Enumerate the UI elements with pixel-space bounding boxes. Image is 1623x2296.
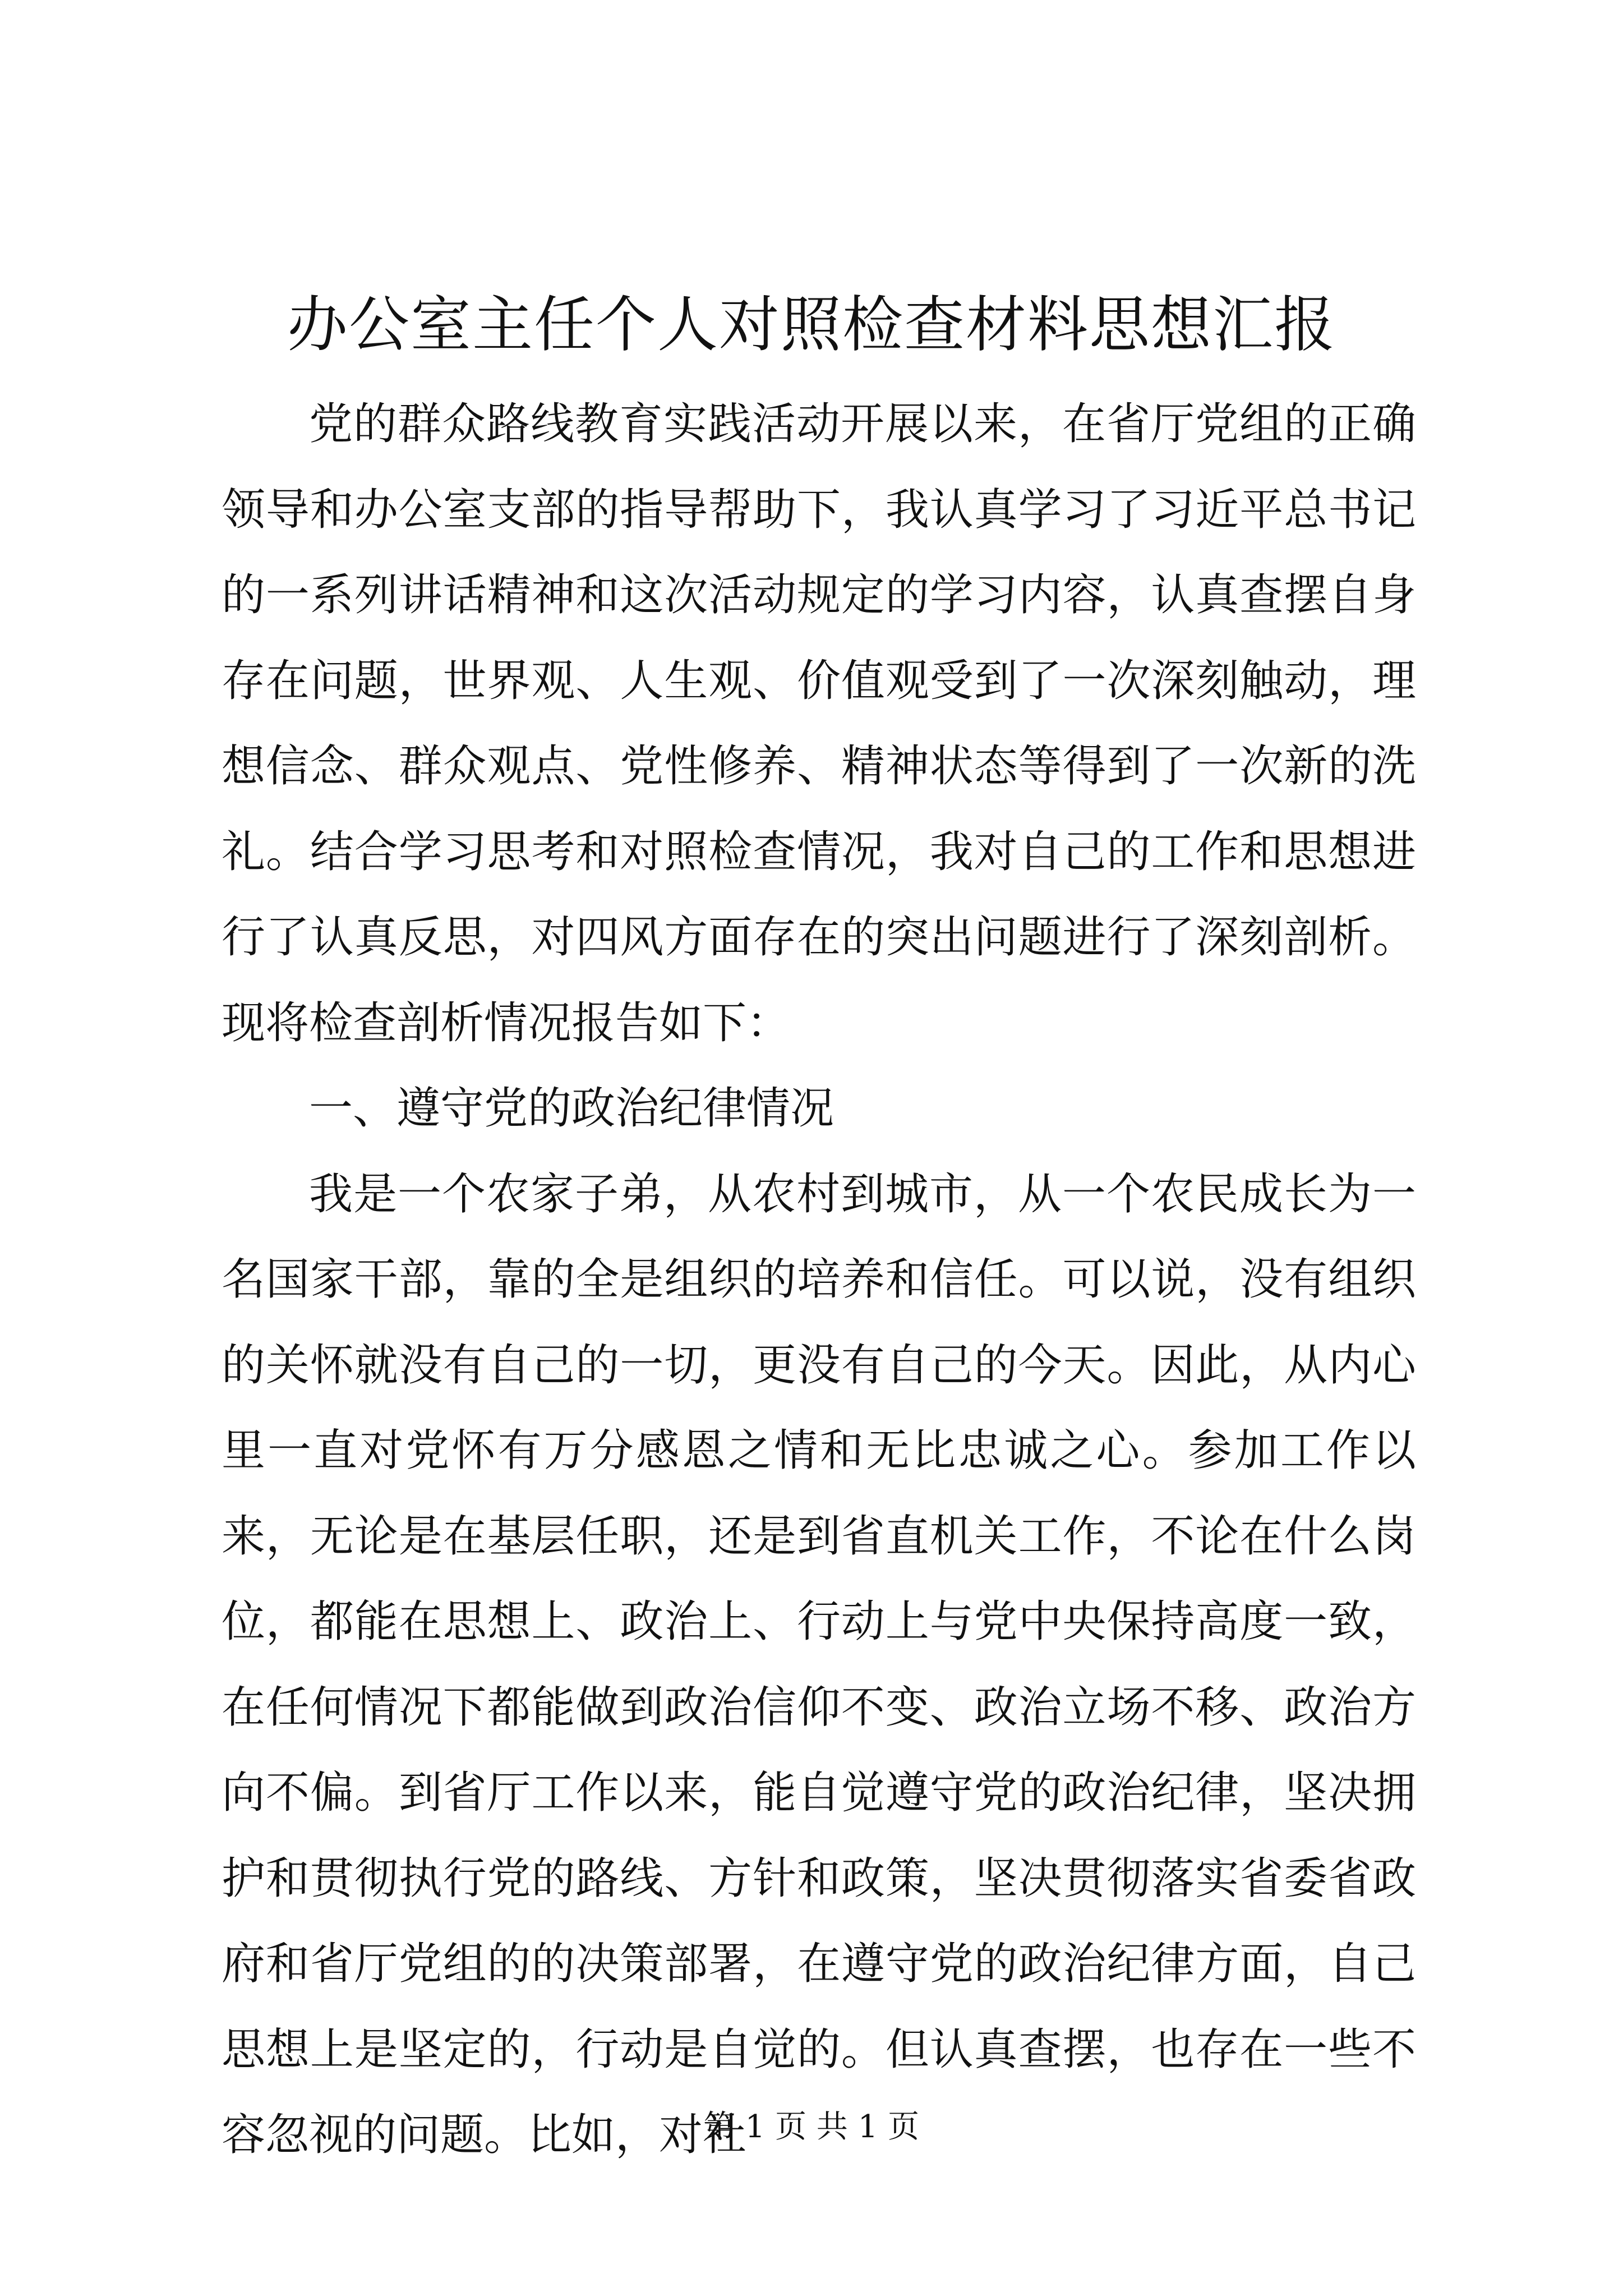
section-heading: 一、遵守党的政治纪律情况 [309, 1083, 834, 1134]
paragraph-political-discipline: 我是一个农家子弟，从农村到城市，从一个农民成长为一名国家干部，靠的全是组织的培养和信任。可以说，没有组织的关怀就没有自己的一切，更没有自己的今天。因此，从内心里一直对党怀有万分感恩之情和无比忠诚之心。参加工作以来，无论是在基层任职，还是到省直机关工作，不论在什么岗位，都能在思想上、政治上、行动上与党中央保持高度一致，在任何情况下都能做到政治信仰不变、政治立场不移、政治方向不偏。到省厅工作以来，能自觉遵守党的政治纪律，坚决拥护和贯彻执行党的路线、方针和政策，坚决贯彻落实省委省政府和省厅党组的的决策部署，在遵守党的政治纪律方面，自己思想上是坚定的，行动是自觉的。但认真查摆，也存在一些不容忽视的问题。比如，对社 [222, 1168, 1416, 2160]
document-body [222, 381, 1416, 2178]
document-title: 办公室主任个人对照检查材料思想汇报 [287, 290, 1336, 360]
page-number-footer: 第 1 页 共 1 页 [703, 2109, 920, 2145]
paragraph-intro: 党的群众路线教育实践活动开展以来，在省厅党组的正确领导和办公室支部的指导帮助下，我认真学习了习近平总书记的一系列讲话精神和这次活动规定的学习内容，认真查摆自身存在问题，世界观、人生观、价值观受到了一次深刻触动，理想信念、群众观点、党性修养、精神状态等得到了一次新的洗礼。结合学习思考和对照检查情况，我对自己的工作和思想进行了认真反思，对四风方面存在的突出问题进行了深刻剖析。现将检查剖析情况报告如下： [222, 399, 1416, 1048]
